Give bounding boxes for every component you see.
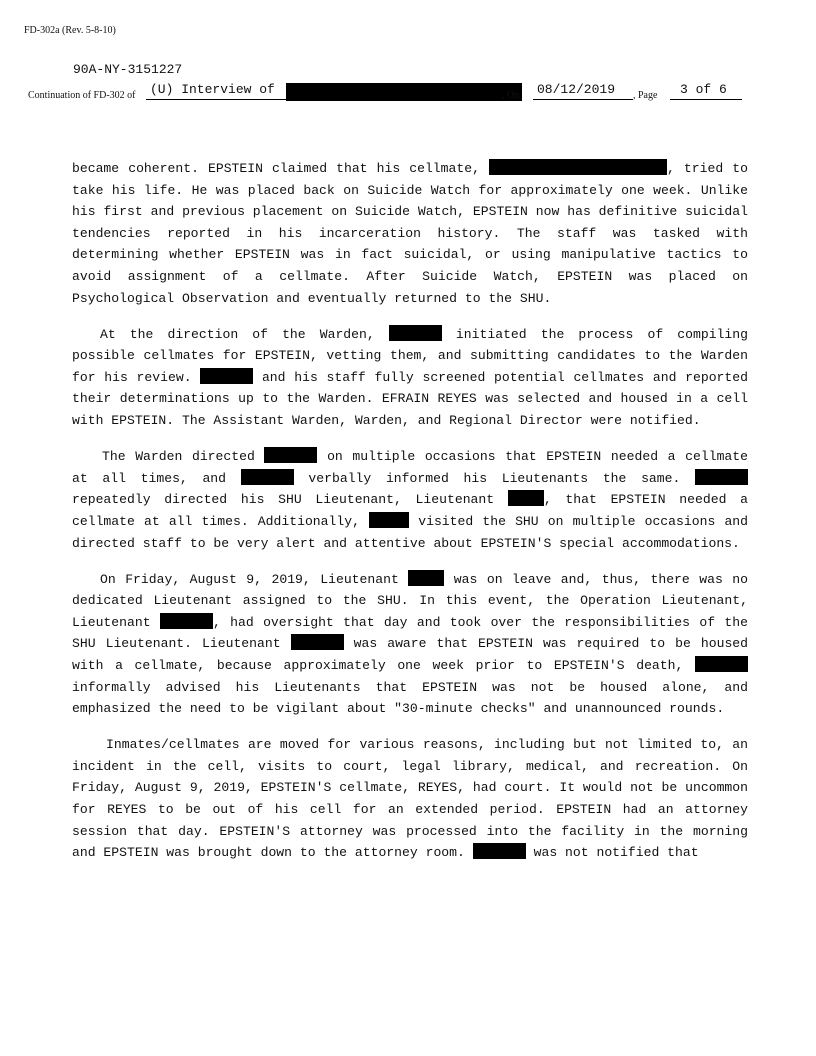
- paragraph-4: [72, 569, 748, 720]
- redaction: [369, 512, 409, 528]
- redaction: [473, 843, 526, 859]
- text: on multiple occasions that EPSTEIN needed a cellmate at all times, and: [72, 449, 749, 486]
- subject-field: [146, 82, 501, 100]
- text: was not notified that: [533, 845, 699, 861]
- redaction: [241, 469, 294, 485]
- redaction: [408, 570, 444, 586]
- continuation-label: Continuation of FD-302 of: [28, 90, 136, 101]
- paragraph-1: [72, 158, 748, 309]
- text: verbally informed his Lieutenants the same.: [308, 470, 681, 486]
- text: and his staff fully screened potential cellmates and reported their determinations up to the Warden. EFRAIN REYES was selected and housed in a cell with EPSTEIN. The Assistant Warden, Warden, and Regional Director were notified.: [72, 369, 748, 429]
- on-label: , On: [502, 90, 520, 101]
- redaction: [291, 634, 344, 650]
- text: The Warden directed: [102, 449, 255, 465]
- text: was on leave and, thus, there was no dedicated Lieutenant assigned to the SHU. In this event, the Operation Lieutenant, Lieutenant: [72, 571, 749, 630]
- text: repeatedly directed his SHU Lieutenant, Lieutenant: [72, 492, 495, 508]
- text: initiated the process of compiling possible cellmates for EPSTEIN, vetting them, and submitting candidates to the Warden for his review.: [72, 326, 748, 385]
- text: informally advised his Lieutenants that EPSTEIN was not be housed alone, and emphasized the need to be vigilant about "30-minute checks" and unannounced rounds.: [72, 679, 748, 717]
- document-body: [72, 158, 748, 878]
- text: , that EPSTEIN needed a cellmate at all times. Additionally,: [72, 492, 748, 529]
- paragraph-3: [72, 446, 748, 554]
- continuation-line: [28, 82, 788, 104]
- text: , tried to take his life. He was placed back on Suicide Watch for approximately one week. Unlike his first and previous placement on Suicide Watch, EPSTEIN now has definitive suicidal tendencies reported in his incarceration history. The staff was tasked with determining whether EPSTEIN was in fact suicidal, or using manipulative tactics to avoid assignment of a cellmate. After Suicide Watch, EPSTEIN was placed on Psychological Observation and eventually returned to the SHU.: [72, 161, 748, 306]
- text: visited the SHU on multiple occasions and directed staff to be very alert and attentive about EPSTEIN'S special accommodations.: [72, 513, 749, 551]
- text: was aware that EPSTEIN was required to be housed with a cellmate, because approximately one week prior to EPSTEIN'S death,: [72, 636, 749, 673]
- redaction: [489, 159, 667, 175]
- text: Inmates/cellmates are moved for various reasons, including but not limited to, an incident in the cell, visits to court, legal library, medical, and recreation. On Friday, August 9, 2019, EPSTEIN'S cellmate, REYES, had court. It would not be uncommon for REYES to be out of his cell for an extended period. EPSTEIN had an attorney session that day. EPSTEIN'S attorney was processed into the facility in the morning and EPSTEIN was brought down to the attorney room.: [72, 737, 748, 861]
- redaction: [286, 83, 522, 101]
- date-text: 08/12/2019: [537, 82, 616, 97]
- redaction: [695, 469, 748, 485]
- text: , had oversight that day and took over the responsibilities of the SHU Lieutenant. Lieutenant: [72, 614, 748, 652]
- text: On Friday, August 9, 2019, Lieutenant: [100, 571, 399, 587]
- text: became coherent. EPSTEIN claimed that his cellmate,: [72, 161, 480, 176]
- text: At the direction of the Warden,: [100, 326, 375, 342]
- paragraph-5: [72, 734, 748, 864]
- redaction: [200, 368, 253, 384]
- redaction: [160, 613, 213, 629]
- redaction: [695, 656, 748, 672]
- redaction: [508, 490, 544, 506]
- redaction: [389, 325, 442, 341]
- paragraph-2: [72, 324, 748, 432]
- form-id: FD-302a (Rev. 5-8-10): [24, 25, 116, 36]
- redaction: [264, 447, 317, 463]
- page-text: 3 of 6: [680, 82, 727, 97]
- page-label: , Page: [633, 90, 658, 101]
- subject-text: (U) Interview of: [150, 82, 275, 97]
- date-field: [533, 82, 633, 100]
- file-number: 90A-NY-3151227: [73, 62, 183, 77]
- page-field: [670, 82, 742, 100]
